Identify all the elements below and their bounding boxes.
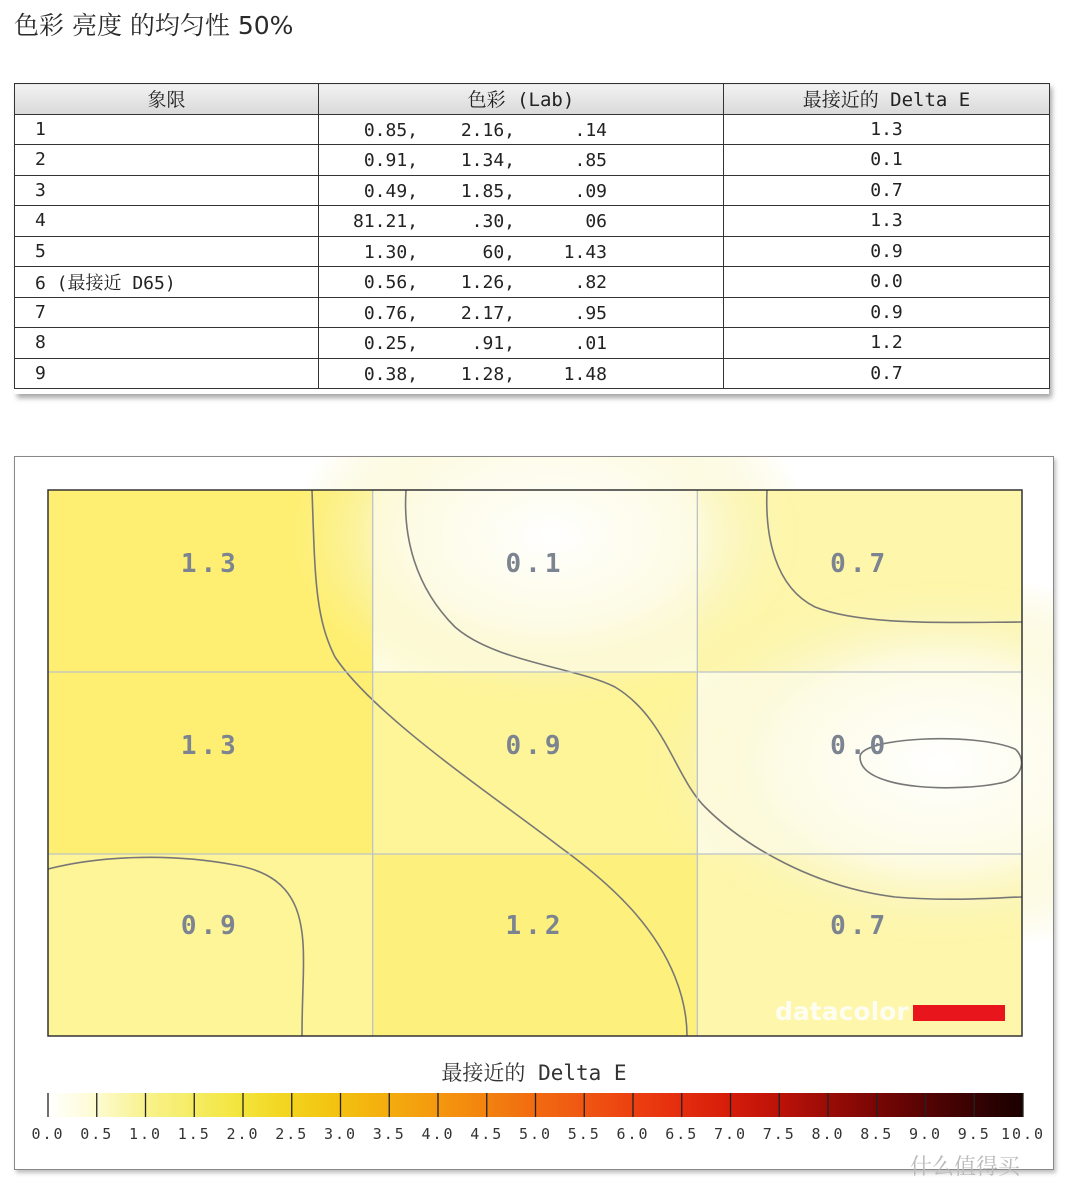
legend-tick-label: 3.5 (372, 1125, 406, 1143)
table-row (15, 175, 1050, 206)
table-row (15, 358, 1050, 389)
legend-tick-label: 0.5 (80, 1125, 114, 1143)
legend-segment (633, 1093, 682, 1117)
lab-value: 1.48 (563, 363, 607, 385)
delta-e-cell: 0.9 (724, 297, 1050, 328)
cell-value-label: 0.1 (505, 549, 565, 579)
quadrant-cell: 1 (15, 114, 319, 145)
lab-cell (319, 297, 724, 328)
lab-value: 0.38, (363, 363, 418, 385)
delta-e-cell: 0.0 (724, 267, 1050, 298)
lab-value: 60, (482, 241, 515, 263)
lab-value: 1.26, (460, 272, 515, 293)
cell-value-label: 0.9 (505, 731, 565, 761)
watermark: 什么值得买 (910, 1155, 1021, 1180)
lab-value: 1.28, (460, 363, 515, 385)
quadrant-cell: 5 (15, 236, 319, 267)
table-row (15, 145, 1050, 176)
legend-segment (584, 1093, 633, 1117)
quadrant-cell: 4 (15, 206, 319, 237)
legend-segment (146, 1093, 195, 1117)
heatmap-cell (373, 854, 698, 1036)
legend-tick-label: 6.0 (616, 1125, 650, 1143)
legend-segment (536, 1093, 585, 1117)
table-row (15, 114, 1050, 145)
legend-tick-label: 10.0 (1000, 1125, 1046, 1143)
legend-tick-label: 0.0 (31, 1125, 65, 1143)
quadrant-cell: 6 (最接近 D65) (15, 267, 319, 298)
legend-tick-label: 4.0 (421, 1125, 455, 1143)
delta-e-cell: 0.1 (724, 145, 1050, 176)
legend-tick-label: 8.0 (811, 1125, 845, 1143)
heatmap-cell (48, 672, 373, 854)
lab-cell (319, 328, 724, 359)
delta-e-cell: 0.9 (724, 236, 1050, 267)
legend-segment (438, 1093, 487, 1117)
cell-value-label: 0.7 (830, 549, 890, 579)
table-row (15, 328, 1050, 359)
lab-cell (319, 236, 724, 267)
delta-e-cell: 0.7 (724, 358, 1050, 389)
legend-segment (97, 1093, 146, 1117)
legend-tick-label: 9.0 (908, 1125, 943, 1143)
legend-tick-label: 4.5 (470, 1125, 504, 1143)
legend-segment (487, 1093, 536, 1117)
brand-logo: datacolor (775, 997, 909, 1026)
lab-value: 0.49, (363, 180, 418, 202)
cell-value-label: 0.9 (180, 911, 240, 941)
legend-tick-label: 7.0 (713, 1125, 748, 1143)
quadrant-cell: 8 (15, 328, 319, 359)
lab-cell (319, 175, 724, 206)
table-row (15, 267, 1050, 298)
legend-segment (974, 1093, 1023, 1117)
header-quadrant: 象限 (15, 84, 319, 115)
delta-e-cell: 0.7 (724, 175, 1050, 206)
lab-value: .95 (574, 302, 607, 324)
legend-tick-label: 5.5 (567, 1125, 601, 1143)
legend-tick-label: 9.5 (957, 1125, 991, 1143)
legend-title: 最接近的 Delta E (441, 1061, 627, 1085)
legend-segment (48, 1093, 97, 1117)
lab-value: .85 (574, 150, 607, 171)
uniformity-chart-panel (14, 456, 1054, 1170)
delta-e-cell: 1.3 (724, 206, 1050, 237)
cell-value-label: 1.3 (180, 731, 240, 761)
legend-tick-label: 7.5 (762, 1125, 796, 1143)
legend-segment (243, 1093, 292, 1117)
lab-value: .01 (574, 333, 607, 354)
uniformity-table (14, 83, 1049, 394)
lab-value: .14 (574, 119, 607, 141)
quadrant-cell: 2 (15, 145, 319, 176)
lab-value: .91, (471, 333, 515, 354)
legend-tick-label: 1.5 (177, 1125, 211, 1143)
legend-tick-label: 8.5 (860, 1125, 894, 1143)
lab-value: .09 (574, 180, 607, 202)
legend-segment (731, 1093, 780, 1117)
lab-value: .30, (471, 211, 515, 232)
cell-value-label: 0.7 (830, 911, 890, 941)
legend-segment (292, 1093, 341, 1117)
quadrant-cell: 9 (15, 358, 319, 389)
legend-tick-label: 2.5 (275, 1125, 309, 1143)
table-row (15, 236, 1050, 267)
lab-cell (319, 206, 724, 237)
legend-tick-label: 1.0 (128, 1125, 163, 1143)
legend-tick-label: 6.5 (665, 1125, 699, 1143)
cell-value-label: 1.2 (505, 911, 565, 941)
lab-value: 2.16, (460, 119, 515, 141)
lab-value: 0.91, (363, 150, 418, 171)
quadrant-cell: 3 (15, 175, 319, 206)
lab-cell (319, 358, 724, 389)
lab-value: 2.17, (460, 302, 515, 324)
legend-segment (341, 1093, 390, 1117)
legend-segment (389, 1093, 438, 1117)
lab-value: 0.85, (363, 119, 418, 141)
lab-value: 0.25, (363, 333, 418, 354)
legend-segment (194, 1093, 243, 1117)
legend-segment (779, 1093, 828, 1117)
legend-segment (926, 1093, 975, 1117)
delta-e-cell: 1.3 (724, 114, 1050, 145)
lab-value: 81.21, (352, 211, 418, 232)
table-row (15, 297, 1050, 328)
lab-value: 06 (585, 211, 607, 232)
table-row (15, 206, 1050, 237)
lab-cell (319, 145, 724, 176)
legend-tick-label: 3.0 (323, 1125, 358, 1143)
lab-value: 1.85, (460, 180, 515, 202)
header-delta-e: 最接近的 Delta E (724, 84, 1050, 115)
lab-cell (319, 114, 724, 145)
cell-value-label: 0.0 (830, 731, 890, 761)
lab-value: 1.30, (363, 241, 418, 263)
page-title: 色彩 亮度 的均匀性 50% (14, 11, 294, 40)
lab-value: 1.43 (563, 241, 607, 263)
lab-value: .82 (574, 272, 607, 293)
lab-value: 0.56, (363, 272, 418, 293)
quadrant-cell: 7 (15, 297, 319, 328)
lab-cell (319, 267, 724, 298)
header-lab: 色彩 (Lab) (319, 84, 724, 115)
lab-value: 1.34, (460, 150, 515, 171)
heatmap-cell (48, 854, 373, 1036)
legend-segment (877, 1093, 926, 1117)
legend-segment (828, 1093, 877, 1117)
lab-value: 0.76, (363, 302, 418, 324)
legend-tick-label: 5.0 (518, 1125, 553, 1143)
brand-bar (913, 1005, 1005, 1021)
table-header-row (15, 84, 1050, 115)
cell-value-label: 1.3 (180, 549, 240, 579)
delta-e-cell: 1.2 (724, 328, 1050, 359)
legend-tick-label: 2.0 (226, 1125, 260, 1143)
legend-segment (682, 1093, 731, 1117)
